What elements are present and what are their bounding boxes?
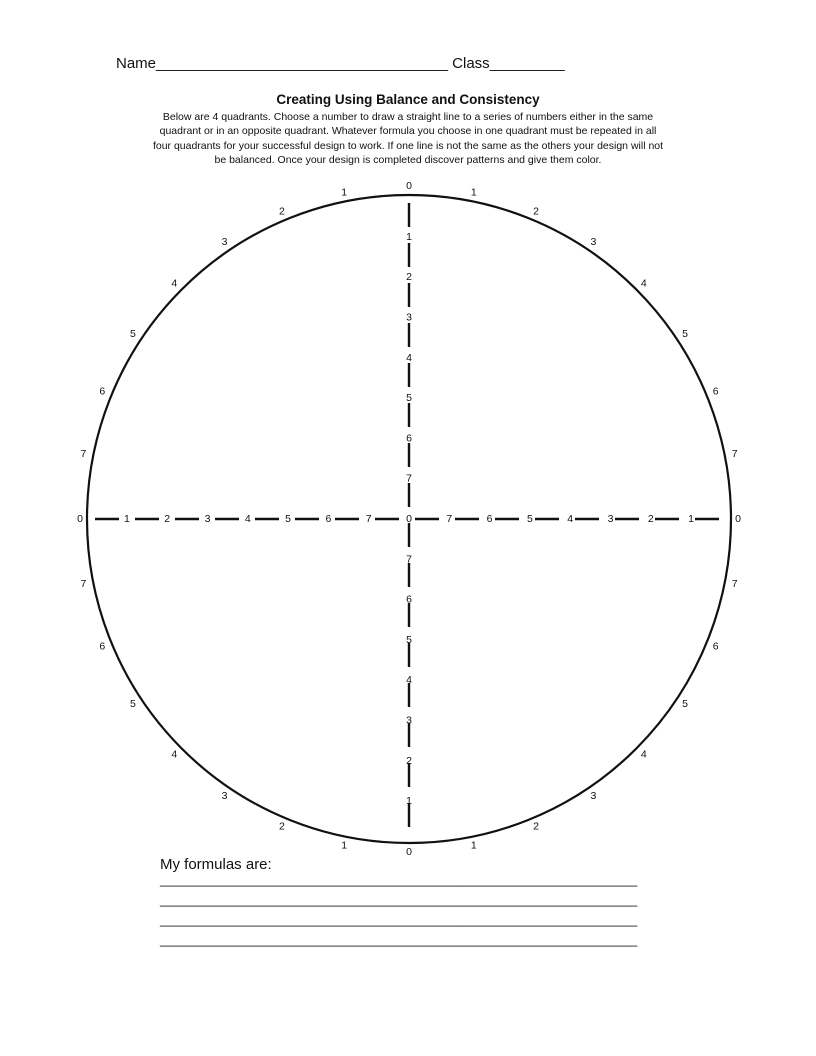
- axis-number: 7: [446, 513, 453, 525]
- axis-number: 0: [406, 513, 412, 525]
- axis-number: 1: [406, 795, 412, 808]
- circumference-number: 4: [640, 748, 647, 761]
- formula-line-2[interactable]: __________________________________________________________________: [160, 892, 638, 907]
- axis-number: 3: [406, 714, 412, 727]
- circumference-number: 3: [221, 236, 228, 249]
- circumference-number: 5: [130, 698, 136, 711]
- circumference-number: 0: [406, 846, 412, 858]
- axis-number: 3: [406, 311, 412, 324]
- circumference-number: 3: [590, 789, 597, 802]
- class-label: Class: [452, 55, 490, 72]
- circumference-number: 4: [171, 748, 178, 761]
- circumference-number: 5: [682, 698, 688, 711]
- axis-number: 1: [123, 513, 130, 525]
- circumference-number: 3: [590, 236, 597, 249]
- circumference-number: 6: [712, 385, 719, 398]
- circumference-number: 4: [171, 277, 178, 290]
- circumference-number: 6: [99, 640, 106, 653]
- formula-line-3[interactable]: __________________________________________________________________: [160, 912, 638, 927]
- axis-number: 4: [244, 513, 251, 525]
- axis-number: 6: [406, 593, 412, 606]
- axis-number: 4: [406, 351, 412, 364]
- circumference-number: 6: [99, 385, 106, 398]
- circumference-number: 1: [341, 186, 348, 199]
- circumference-number: 2: [279, 205, 285, 218]
- axis-number: 7: [406, 472, 412, 485]
- axis-number: 6: [486, 513, 493, 525]
- circumference-number: 2: [533, 205, 539, 218]
- instruction-line: be balanced. Once your design is completed discover patterns and give them color.: [214, 153, 602, 166]
- circumference-number: 7: [80, 577, 87, 590]
- axis-number: 5: [285, 513, 292, 525]
- axis-number: 6: [325, 513, 332, 525]
- axis-number: 7: [365, 513, 372, 525]
- axis-number: 2: [164, 513, 171, 525]
- axis-number: 5: [406, 392, 412, 405]
- circumference-number: 2: [533, 820, 539, 833]
- circumference-number: 7: [80, 448, 87, 461]
- axis-number: 7: [406, 553, 412, 566]
- instruction-line: quadrant or in an opposite quadrant. Whatever formula you choose in one quadrant must be repeated in all: [159, 125, 657, 138]
- axis-number: 5: [406, 633, 412, 646]
- axis-number: 2: [406, 754, 412, 767]
- axis-number: 3: [607, 513, 614, 525]
- instruction-line: Below are 4 quadrants. Choose a number to draw a straight line to a series of numbers either in the same: [162, 111, 654, 123]
- circumference-number: 0: [406, 180, 412, 192]
- axis-number: 3: [204, 513, 211, 525]
- circumference-number: 1: [470, 839, 477, 852]
- circumference-number: 0: [77, 513, 83, 525]
- formulas-label: My formulas are:: [160, 856, 272, 873]
- circumference-number: 1: [470, 186, 477, 199]
- instruction-line: four quadrants for your successful design to work. If one line is not the same as the others your design will not: [152, 139, 664, 152]
- circumference-number: 1: [341, 839, 348, 852]
- circumference-number: 5: [130, 327, 136, 340]
- axis-number: 6: [406, 432, 412, 445]
- circumference-number: 0: [735, 513, 741, 525]
- circumference-number: 4: [640, 277, 647, 290]
- circumference-number: 7: [731, 577, 738, 590]
- circumference-number: 6: [712, 640, 719, 653]
- worksheet-title: Creating Using Balance and Consistency: [276, 92, 540, 107]
- name-label: Name: [116, 55, 157, 72]
- name-field[interactable]: ___________________________________: [156, 55, 448, 72]
- circumference-number: 7: [731, 448, 738, 461]
- formula-line-1[interactable]: __________________________________________________________________: [160, 872, 638, 887]
- axis-number: 2: [647, 513, 654, 525]
- axis-number: 1: [406, 230, 412, 243]
- axis-number: 4: [406, 674, 412, 687]
- axis-number: 1: [688, 513, 695, 525]
- axis-number: 4: [567, 513, 574, 525]
- class-field[interactable]: _________: [489, 55, 565, 72]
- circumference-number: 2: [279, 820, 285, 833]
- circumference-number: 5: [682, 327, 688, 340]
- formula-line-4[interactable]: __________________________________________________________________: [160, 932, 638, 947]
- axis-number: 5: [526, 513, 533, 525]
- axis-number: 2: [406, 271, 412, 284]
- circumference-number: 3: [221, 789, 228, 802]
